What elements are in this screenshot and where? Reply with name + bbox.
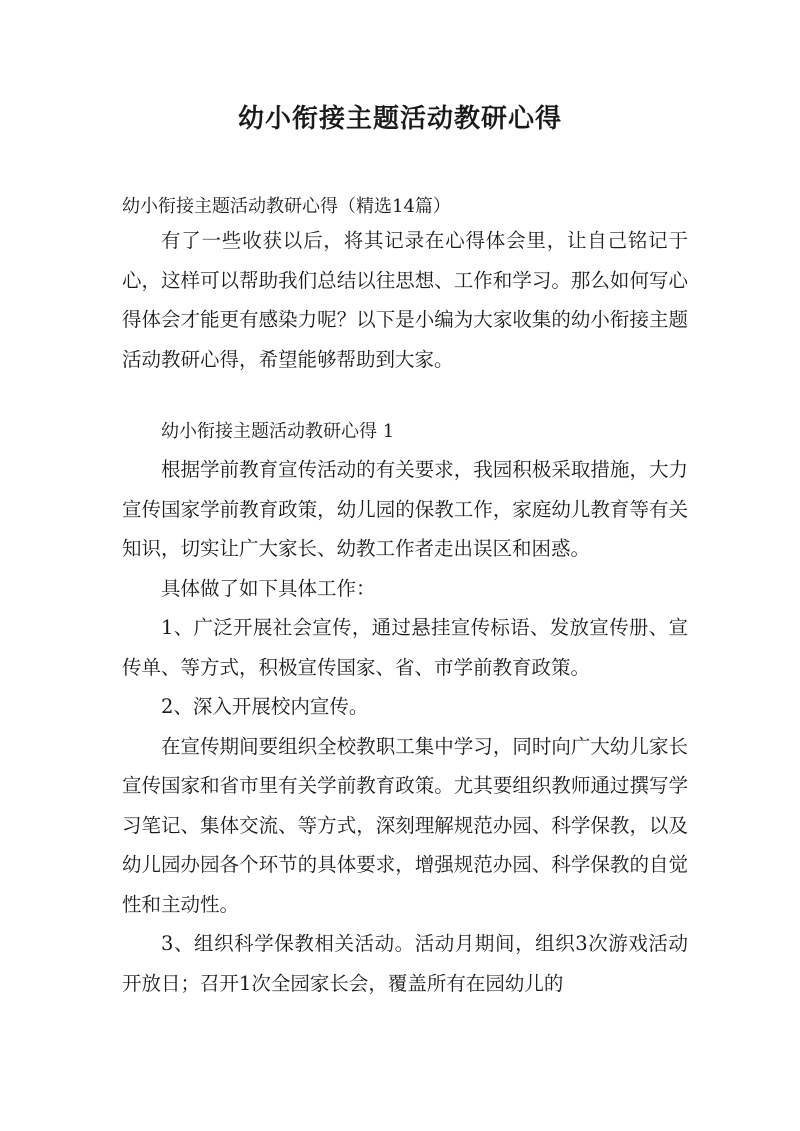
list-item: 1、广泛开展社会宣传，通过悬挂宣传标语、发放宣传册、宣传单、等方式，积极宣传国家、省、市学前教育政策。 — [122, 616, 688, 679]
page-title: 幼小衔接主题活动教研心得 — [237, 104, 562, 134]
body-paragraph: 根据学前教育宣传活动的有关要求，我园积极采取措施，大力宣传国家学前教育政策，幼儿园的保教工作，家庭幼儿教育等有关知识，切实让广大家长、幼教工作者走出误区和困惑。 — [122, 458, 688, 560]
article-body — [122, 450, 688, 1003]
list-item: 3、组织科学保教相关活动。活动月期间，组织3次游戏活动开放日；召开1次全园家长会，覆盖所有在园幼儿的 — [122, 932, 688, 995]
intro-paragraph: 有了一些收获以后，将其记录在心得体会里，让自己铭记于心，这样可以帮助我们总结以往思想、工作和学习。那么如何写心得体会才能更有感染力呢？以下是小编为大家收集的幼小衔接主题活动教研心得，希望能够帮助到大家。 — [122, 229, 688, 371]
body-paragraph: 具体做了如下具体工作： — [161, 576, 376, 600]
document-subtitle: 幼小衔接主题活动教研心得（精选14篇） — [122, 196, 451, 217]
section-heading: 幼小衔接主题活动教研心得 1 — [161, 421, 395, 442]
body-paragraph: 在宣传期间要组织全校教职工集中学习，同时向广大幼儿家长宣传国家和省市里有关学前教育政策。尤其要组织教师通过撰写学习笔记、集体交流、等方式，深刻理解规范办园、科学保教，以及幼儿园办园各个环节的具体要求，增强规范办园、科学保教的自觉性和主动性。 — [122, 734, 688, 916]
list-item: 2、深入开展校内宣传。 — [161, 695, 369, 718]
